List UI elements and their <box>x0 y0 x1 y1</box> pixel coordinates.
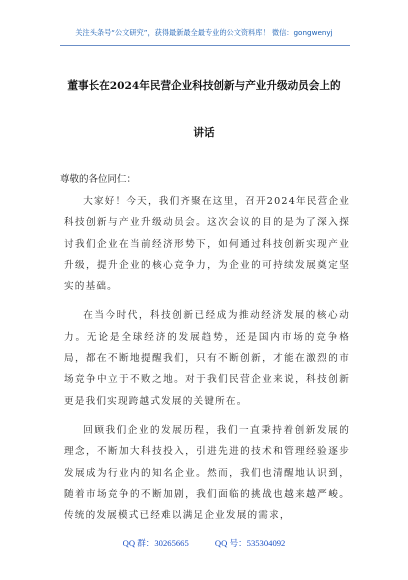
qq-number-text: QQ 号：535304092 <box>214 538 286 548</box>
document-title: 董事长在2024年民营企业科技创新与产业升级动员会上的 <box>67 80 341 92</box>
qq-group-text: QQ 群：30265665 <box>122 538 189 548</box>
header-banner: 关注头条号“公文研究”，获得最新最全最专业的公文资料库！ 微信：gongwenyj <box>75 28 333 37</box>
paragraph-3: 回顾我们企业的发展历程，我们一直秉持着创新发展的理念，不断加大科技投入，引进先进的技术和管理经验逐步发展成为行业内的知名企业。然而，我们也清醒地认识到，随着市场竞争的不断加剧，我们面临的挑战也越来越严峻。传统的发展模式已经难以满足企业发展的需求， <box>64 424 350 522</box>
salutation: 尊敬的各位同仁： <box>60 174 137 185</box>
footer-contact <box>0 537 408 549</box>
header-divider <box>60 45 350 46</box>
paragraph-1: 大家好！今天，我们齐聚在这里，召开2024年民营企业科技创新与产业升级动员会。这次会议的目的是为了深入探讨我们企业在当前经济形势下，如何通过科技创新实现产业升级，提升企业的核心竞争力，为企业的可持续发展奠定坚实的基础。 <box>64 196 350 293</box>
paragraph-2: 在当今时代，科技创新已经成为推动经济发展的核心动力。无论是全球经济的发展趋势，还是国内市场的竞争格局，都在不断地提醒我们，只有不断创新，才能在激烈的市场竞争中立于不败之地。对于我们民营企业来说，科技创新更是我们实现跨越式发展的关键所在。 <box>64 310 350 407</box>
document-body <box>64 191 350 534</box>
document-title-continued: 讲话 <box>193 127 215 139</box>
